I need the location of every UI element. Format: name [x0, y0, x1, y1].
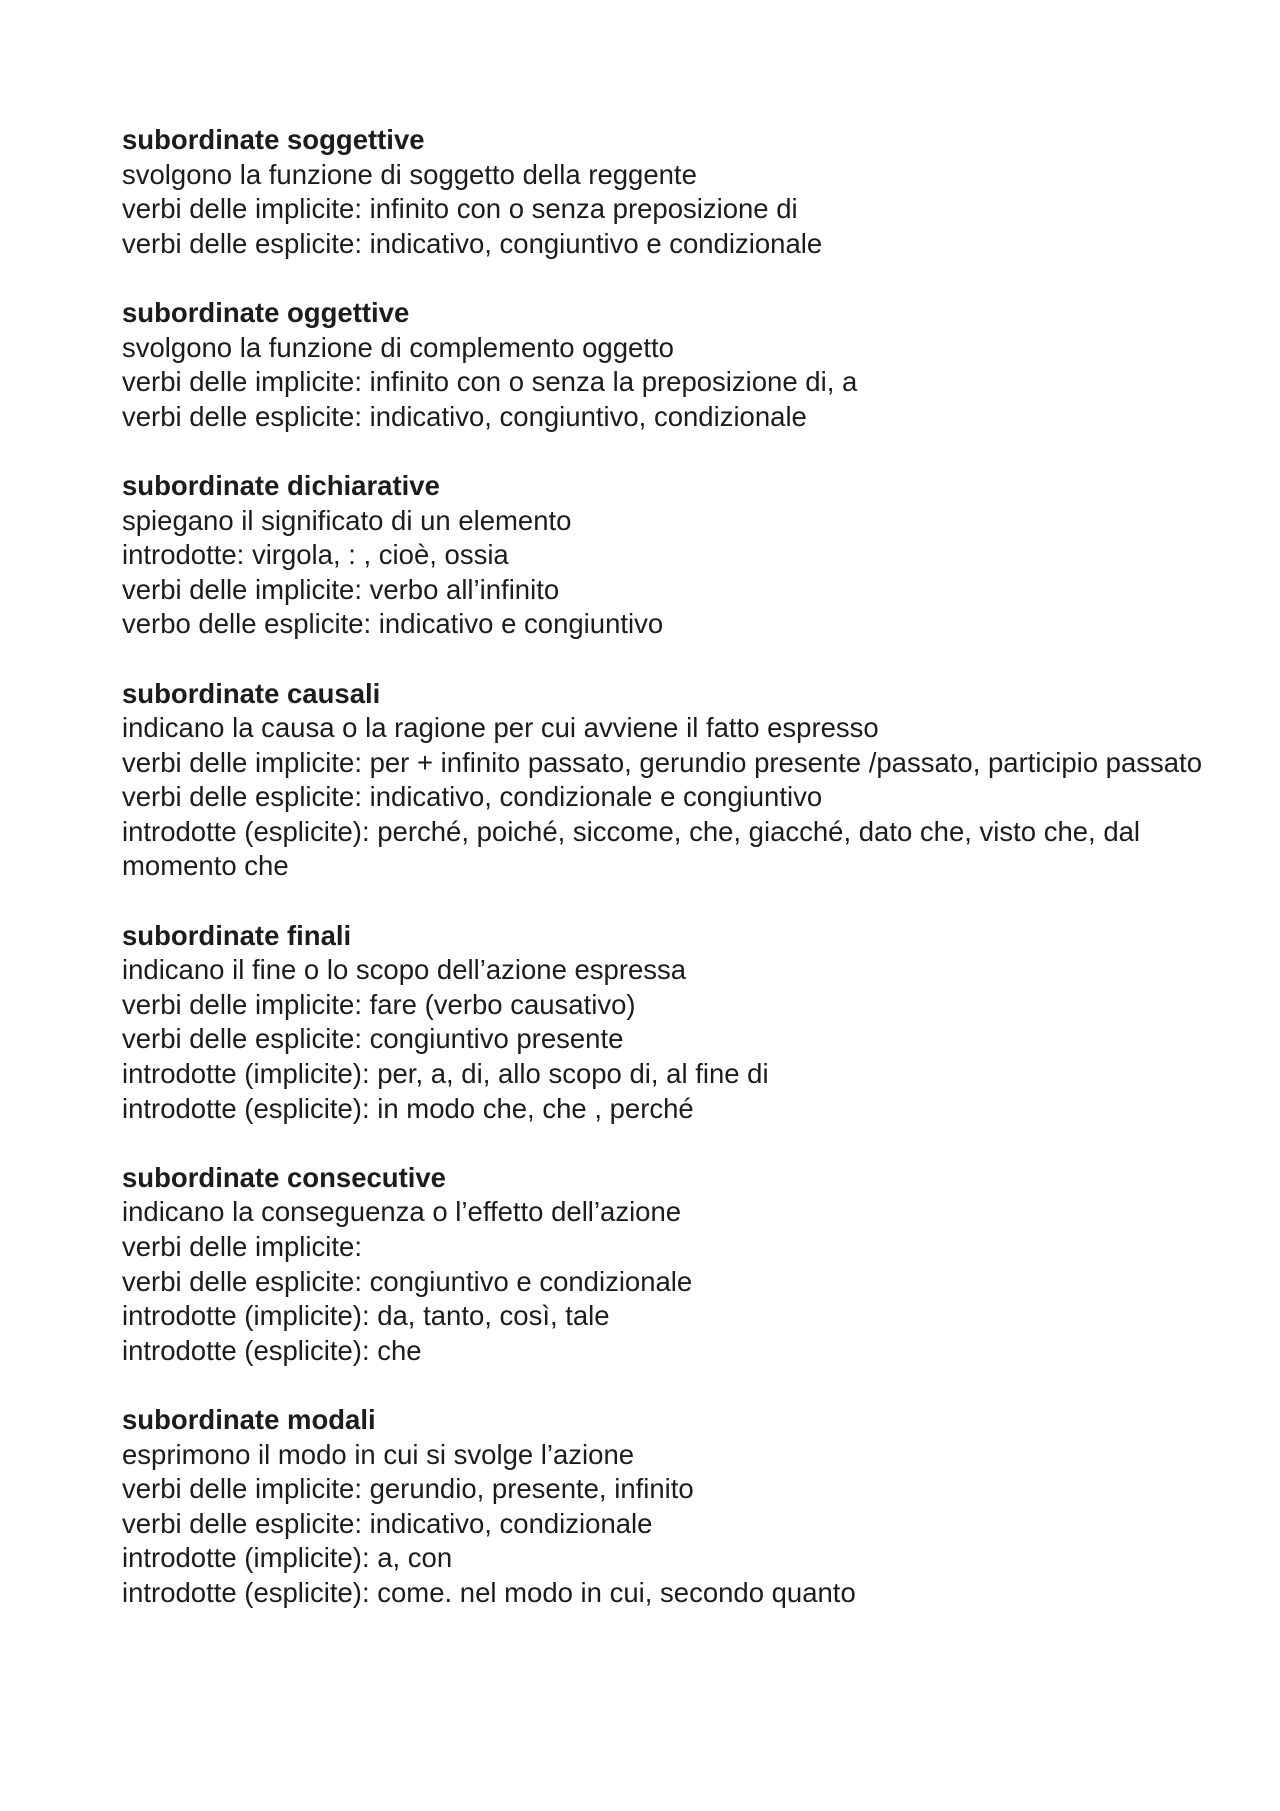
section-line: verbi delle esplicite: congiuntivo presente — [122, 1023, 624, 1055]
section-line: verbi delle esplicite: indicativo, condizionale e congiuntivo — [122, 781, 823, 813]
section-title: subordinate oggettive — [122, 296, 410, 328]
section-line: verbi delle implicite: per + infinito passato, gerundio presente /passato, participio passato — [122, 746, 1202, 778]
section-line: introdotte (implicite): da, tanto, così, tale — [122, 1300, 610, 1332]
section-line: verbi delle esplicite: indicativo, condizionale — [122, 1507, 653, 1539]
section-line: verbi delle esplicite: congiuntivo e condizionale — [122, 1265, 693, 1297]
section-title: subordinate dichiarative — [122, 469, 440, 501]
section-title: subordinate modali — [122, 1403, 376, 1435]
section-line: spiegano il significato di un elemento — [122, 504, 572, 536]
section-line: verbi delle implicite: infinito con o senza la preposizione di, a — [122, 366, 858, 398]
section-line: introdotte (esplicite): perché, poiché, siccome, che, giacché, dato che, visto che, dal momento che — [122, 815, 1141, 882]
section-causali — [122, 677, 1202, 885]
section-modali — [122, 1403, 1202, 1611]
section-line: introdotte (implicite): a, con — [122, 1542, 453, 1574]
section-soggettive — [122, 123, 1202, 261]
section-line: esprimono il modo in cui si svolge l’azione — [122, 1438, 635, 1470]
section-line: verbi delle esplicite: indicativo, congiuntivo e condizionale — [122, 227, 823, 259]
section-title: subordinate finali — [122, 919, 352, 951]
section-line: introdotte (esplicite): che — [122, 1334, 422, 1366]
section-title: subordinate causali — [122, 677, 381, 709]
section-dichiarative — [122, 469, 1202, 642]
section-line: svolgono la funzione di complemento oggetto — [122, 331, 674, 363]
section-line: indicano il fine o lo scopo dell’azione espressa — [122, 954, 687, 986]
section-line: verbi delle implicite: fare (verbo causativo) — [122, 988, 636, 1020]
section-line: indicano la causa o la ragione per cui avviene il fatto espresso — [122, 712, 879, 744]
section-finali — [122, 919, 1202, 1127]
section-line: introdotte: virgola, : , cioè, ossia — [122, 539, 509, 571]
section-line: verbi delle esplicite: indicativo, congiuntivo, condizionale — [122, 400, 807, 432]
section-line: indicano la conseguenza o l’effetto dell’azione — [122, 1196, 682, 1228]
section-line: introdotte (esplicite): in modo che, che , perché — [122, 1092, 694, 1124]
section-line: verbi delle implicite: verbo all’infinito — [122, 573, 560, 605]
section-consecutive — [122, 1161, 1202, 1369]
document-page — [122, 123, 1202, 1645]
section-line: verbi delle implicite: gerundio, presente, infinito — [122, 1473, 694, 1505]
section-title: subordinate soggettive — [122, 124, 425, 155]
section-line: introdotte (esplicite): come. nel modo in cui, secondo quanto — [122, 1576, 856, 1608]
section-line: svolgono la funzione di soggetto della reggente — [122, 158, 697, 190]
section-oggettive — [122, 296, 1202, 434]
section-line: verbi delle implicite: infinito con o senza preposizione di — [122, 193, 798, 225]
section-line: verbi delle implicite: — [122, 1231, 362, 1262]
section-line: verbo delle esplicite: indicativo e congiuntivo — [122, 608, 664, 640]
section-line: introdotte (implicite): per, a, di, allo scopo di, al fine di — [122, 1058, 769, 1090]
section-title: subordinate consecutive — [122, 1161, 446, 1193]
